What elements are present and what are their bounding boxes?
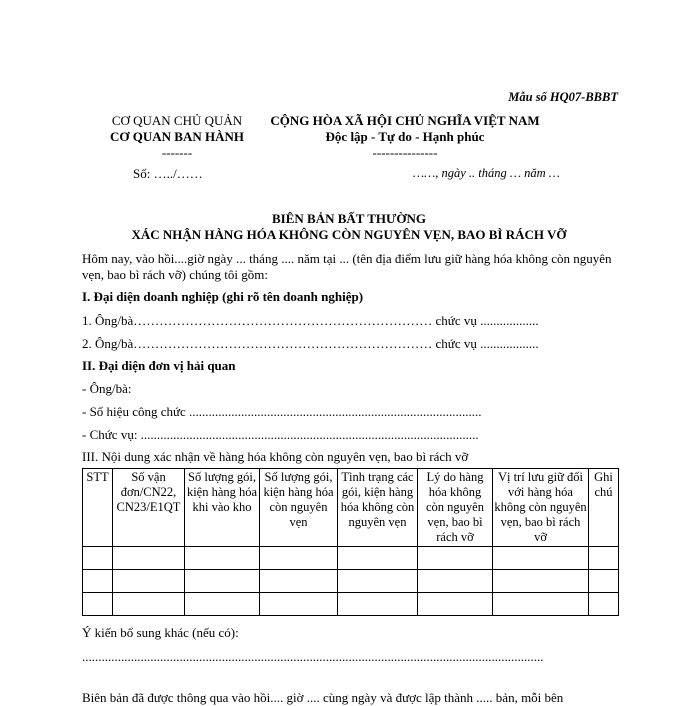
- table-row: [83, 593, 619, 616]
- table-cell[interactable]: [185, 593, 260, 616]
- column-header: Lý do hàng hóa không còn nguyên vẹn, bao bì rách vỡ: [418, 469, 493, 547]
- table-cell[interactable]: [260, 593, 338, 616]
- table-row: [83, 547, 619, 570]
- table-cell[interactable]: [113, 570, 185, 593]
- column-header: Tình trạng các gói, kiện hàng hóa không còn nguyên vẹn: [338, 469, 418, 547]
- customs-officer-name: - Ông/bà:: [82, 381, 132, 396]
- table-row: [83, 570, 619, 593]
- right-dashes: ---------------: [372, 145, 438, 160]
- table-cell[interactable]: [418, 570, 493, 593]
- section1-heading: I. Đại diện doanh nghiệp (ghi rõ tên doanh nghiệp): [82, 289, 364, 304]
- officer-position-line: - Chức vụ: ........................................................................................................: [82, 427, 479, 442]
- agency-parent: CƠ QUAN CHỦ QUẢN: [111, 113, 243, 128]
- table-cell[interactable]: [185, 570, 260, 593]
- left-dashes: -------: [161, 145, 193, 160]
- table-cell[interactable]: [338, 547, 418, 570]
- other-opinions-label: Ý kiến bổ sung khác (nếu có):: [82, 625, 239, 640]
- table-cell[interactable]: [260, 547, 338, 570]
- section2-heading: II. Đại diện đơn vị hải quan: [82, 358, 236, 373]
- representative-row-2: 2. Ông/bà…………………………………………………………… chức vụ ..................: [82, 336, 539, 351]
- dotted-fill-line: ..............................................................................................................................................: [82, 649, 544, 664]
- table-cell[interactable]: [338, 570, 418, 593]
- column-header: STT: [83, 469, 113, 547]
- table-cell[interactable]: [83, 570, 113, 593]
- table-cell[interactable]: [493, 593, 589, 616]
- intro-paragraph: Hôm nay, vào hồi....giờ ngày ... tháng .... năm tại ... (tên địa điểm lưu giữ hàng hóa không còn nguyên vẹn, bao bì rách vỡ) chúng tôi gồm:: [82, 251, 612, 282]
- agency-header: [96, 113, 258, 161]
- national-header: [270, 113, 540, 161]
- table-header-row: [83, 469, 619, 547]
- table-cell[interactable]: [493, 547, 589, 570]
- country-name: CỘNG HÒA XÃ HỘI CHỦ NGHĨA VIỆT NAM: [270, 113, 540, 128]
- confirmation-table: [82, 468, 619, 616]
- document-number: Số: …../……: [133, 166, 203, 181]
- table-cell[interactable]: [185, 547, 260, 570]
- section3-heading: III. Nội dung xác nhận về hàng hóa không còn nguyên vẹn, bao bì rách vỡ: [82, 449, 469, 464]
- national-motto: Độc lập - Tự do - Hạnh phúc: [325, 129, 485, 144]
- table-cell[interactable]: [589, 547, 619, 570]
- form-code: Mẫu số HQ07-BBBT: [508, 90, 618, 104]
- table-cell[interactable]: [418, 547, 493, 570]
- column-header: Số vận đơn/CN22, CN23/E1QT: [113, 469, 185, 547]
- column-header: Ghi chú: [589, 469, 619, 547]
- table-cell[interactable]: [83, 593, 113, 616]
- agency-issuer: CƠ QUAN BAN HÀNH: [110, 129, 244, 144]
- table-cell[interactable]: [589, 593, 619, 616]
- document-title: BIÊN BẢN BẤT THƯỜNG: [272, 211, 426, 226]
- table-cell[interactable]: [113, 593, 185, 616]
- closing-line: Biên bản đã được thông qua vào hồi.... giờ .... cùng ngày và được lập thành ..... bản, mỗi bên: [82, 690, 564, 705]
- column-header: Vị trí lưu giữ đối với hàng hóa không còn nguyên vẹn, bao bì rách vỡ: [493, 469, 589, 547]
- representative-row-1: 1. Ông/bà…………………………………………………………… chức vụ ..................: [82, 313, 539, 328]
- table-cell[interactable]: [493, 570, 589, 593]
- table-cell[interactable]: [589, 570, 619, 593]
- table-cell[interactable]: [113, 547, 185, 570]
- table-cell[interactable]: [83, 547, 113, 570]
- column-header: Số lượng gói, kiện hàng hóa còn nguyên vẹn: [260, 469, 338, 547]
- table-cell[interactable]: [260, 570, 338, 593]
- document-subtitle: XÁC NHẬN HÀNG HÓA KHÔNG CÒN NGUYÊN VẸN, BAO BÌ RÁCH VỠ: [131, 227, 567, 242]
- table-cell[interactable]: [338, 593, 418, 616]
- document-date: ……, ngày .. tháng … năm …: [413, 166, 560, 180]
- table-cell[interactable]: [418, 593, 493, 616]
- column-header: Số lượng gói, kiện hàng hóa khi vào kho: [185, 469, 260, 547]
- officer-id-line: - Số hiệu công chức ..........................................................................................: [82, 404, 482, 419]
